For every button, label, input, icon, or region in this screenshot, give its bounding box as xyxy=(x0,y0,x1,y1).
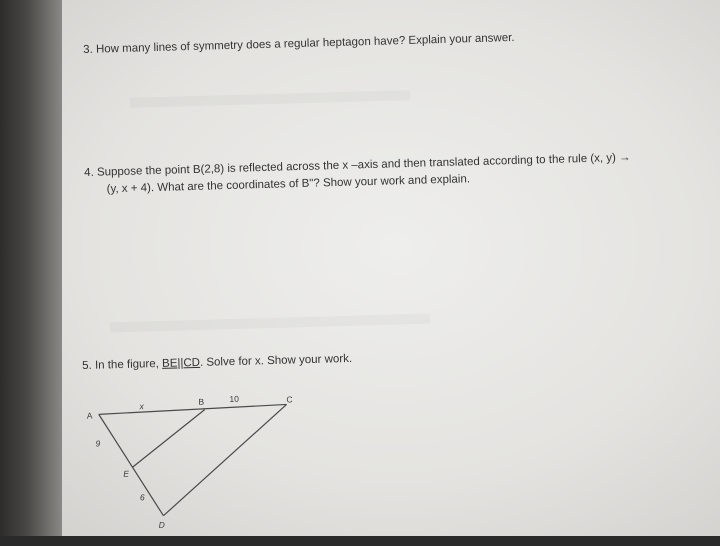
segment-AD xyxy=(99,413,164,518)
label-6: 6 xyxy=(139,492,145,503)
bottom-dark-strip xyxy=(0,536,720,546)
label-E: E xyxy=(123,468,130,479)
question-3-text: 3. How many lines of symmetry does a regular heptagon have? Explain your answer. xyxy=(83,31,515,56)
label-x: x xyxy=(139,401,144,412)
label-9: 9 xyxy=(95,438,101,449)
segment-AC xyxy=(99,404,287,414)
segment-BE xyxy=(131,410,206,468)
question-4-line-1: 4. Suppose the point B(2,8) is reflected across the x –axis and then translated according to the rule (x, y) → xyxy=(84,151,631,179)
label-D: D xyxy=(158,519,165,530)
segment-CD xyxy=(161,404,290,515)
parallel-segments: BE||CD xyxy=(161,356,201,370)
label-C: C xyxy=(286,394,293,405)
question-4-line-2: (y, x + 4). What are the coordinates of B"? Show your work and explain. xyxy=(106,173,471,196)
question-5-prefix: 5. In the figure, xyxy=(82,357,163,372)
question-5-suffix: . Solve for x. Show your work. xyxy=(199,352,353,369)
label-10: 10 xyxy=(229,393,240,404)
label-A: A xyxy=(86,410,93,421)
label-B: B xyxy=(198,396,205,407)
